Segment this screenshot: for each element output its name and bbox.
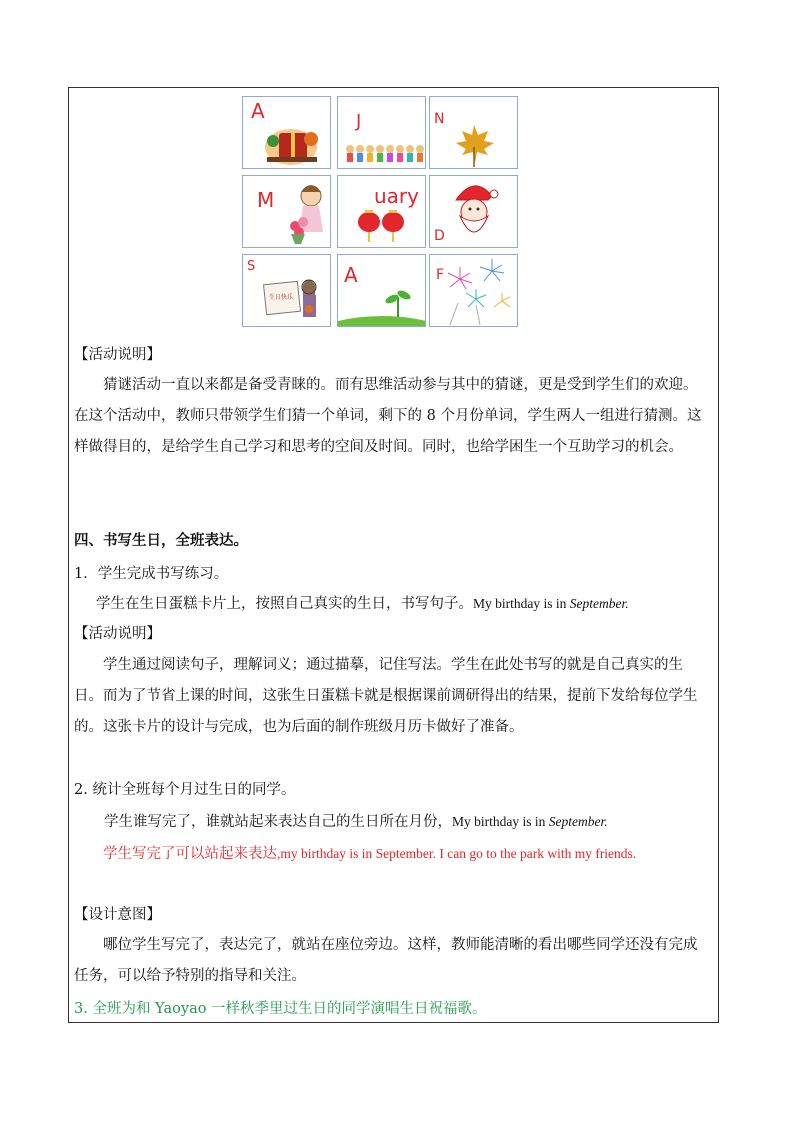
item-2-en: My birthday is in xyxy=(452,814,549,829)
card-letter: N xyxy=(434,111,445,127)
item-1: 1．学生完成书写练习。 xyxy=(74,566,229,582)
girl-flowers-icon xyxy=(243,176,331,248)
card-letter: A xyxy=(251,99,265,123)
autumn-gift-icon xyxy=(243,97,331,169)
item-3: 3. 全班为和 Yaoyao 一样秋季里过生日的同学演唱生日祝福歌。 xyxy=(74,1001,487,1017)
design-intent-body: 哪位学生写完了，表达完了，就站在座位旁边。这样，教师能清晰的看出哪些同学还没有完成任务，可以给予特别的指导和关注。 xyxy=(74,937,698,984)
item-2-red-en: ,my birthday is in September. I can go to the park with my friends. xyxy=(277,846,637,861)
card-j-january xyxy=(337,96,426,169)
red-lanterns-icon xyxy=(338,176,426,248)
item-2-en-italic: September. xyxy=(548,814,608,829)
item-2: 2. 统计全班每个月过生日的同学。 xyxy=(74,782,296,798)
item-1-en: My birthday is in xyxy=(473,596,570,611)
card-f-february xyxy=(429,254,518,327)
month-guess-image-grid xyxy=(242,96,520,328)
card-letter: J xyxy=(356,111,362,132)
item-1-cn: 学生在生日蛋糕卡片上，按照自己真实的生日，书写句子。 xyxy=(96,596,473,612)
item-2-cn: 学生谁写完了，谁就站起来表达自己的生日所在月份， xyxy=(104,814,452,830)
card-m-march xyxy=(242,175,331,248)
card-a-april xyxy=(337,254,426,327)
item-2-red-cn: 学生写完了可以站起来表达 xyxy=(103,846,277,862)
activity-note-heading: 【活动说明】 xyxy=(74,347,161,363)
item-1-detail xyxy=(96,594,716,614)
card-letter: A xyxy=(344,263,358,287)
svg-text:生日快乐: 生日快乐 xyxy=(269,294,294,301)
card-s-september xyxy=(242,254,331,327)
section-title: 四、书写生日，全班表达。 xyxy=(74,532,248,549)
activity-note-body-2: 学生通过阅读句子，理解词义；通过描摹，记住写法。学生在此处书写的就是自己真实的生日。而为了节省上课的时间，这张生日蛋糕卡就是根据课前调研得出的结果，提前下发给每位学生的。这张卡片的设计与完成，也为后面的制作班级月历卡做好了准备。 xyxy=(74,657,698,735)
girl-card-icon xyxy=(243,255,331,327)
card-n-november xyxy=(429,96,518,169)
card-uary-january xyxy=(337,175,426,248)
children-row-icon xyxy=(338,97,426,169)
activity-note-heading-2: 【活动说明】 xyxy=(74,626,161,642)
card-letter: F xyxy=(436,267,445,283)
card-letter: S xyxy=(247,259,256,274)
santa-claus-icon xyxy=(430,176,518,248)
card-letter: D xyxy=(434,228,445,244)
card-d-december xyxy=(429,175,518,248)
card-letter: uary xyxy=(374,184,419,208)
card-a-autumn xyxy=(242,96,331,169)
item-2-red-note xyxy=(74,838,702,870)
card-letter: M xyxy=(257,188,275,212)
fireworks-icon xyxy=(430,255,518,327)
design-intent-heading: 【设计意图】 xyxy=(74,907,161,923)
item-2-detail xyxy=(104,812,714,832)
activity-note-body: 猜谜活动一直以来都是备受青睐的。而有思维活动参与其中的猜谜，更是受到学生们的欢迎。在这个活动中，教师只带领学生们猜一个单词，剩下的 8 个月份单词，学生两人一组进行猜测。这样做得目的，是给学生自己学习和思考的空间及时间。同时，也给学困生一个互助学习的机会。 xyxy=(74,377,702,455)
sprout-icon xyxy=(338,255,426,327)
maple-leaf-icon xyxy=(430,97,518,169)
item-1-en-italic: September. xyxy=(569,596,629,611)
